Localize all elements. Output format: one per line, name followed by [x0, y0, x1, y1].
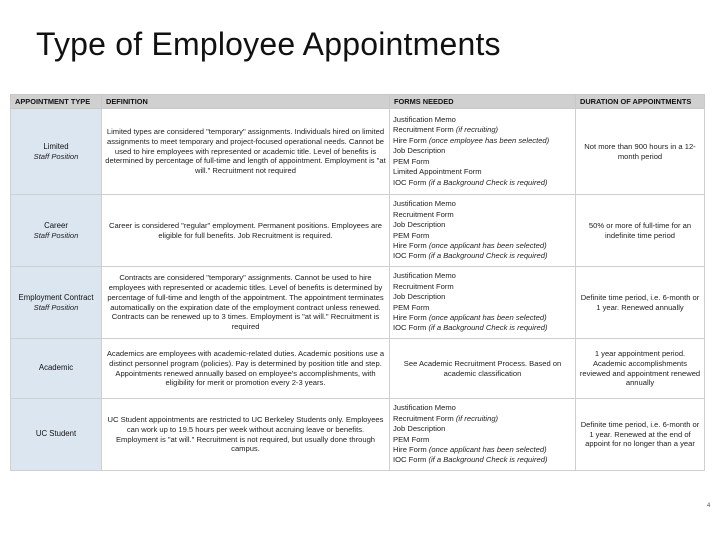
- form-item: PEM Form: [393, 156, 430, 166]
- duration-cell: Not more than 900 hours in a 12-month period: [576, 109, 705, 195]
- type-subtitle: Staff Position: [33, 230, 79, 240]
- form-item: IOC Form (if a Background Check is required): [393, 455, 548, 465]
- duration-cell: 1 year appointment period. Academic accomplishments reviewed and appointment renewed annually: [576, 339, 705, 399]
- type-label: UC Student: [35, 429, 77, 439]
- type-label: Employment Contract: [18, 292, 94, 302]
- form-item: Justification Memo: [393, 199, 456, 209]
- form-item: Hire Form (once applicant has been selected): [393, 444, 547, 454]
- form-item: IOC Form (if a Background Check is required): [393, 323, 548, 333]
- form-item: Hire Form (once applicant has been selected): [393, 240, 547, 250]
- definition-cell: Academics are employees with academic-related duties. Academic positions use a distinct personnel program (policies). Pay is determined by position title and step. Appointments renewed annually based on employee's accomplishments, with eligibility for merit or promotion every 2-3 years.: [102, 339, 390, 399]
- table-row: [11, 109, 705, 195]
- form-item: Job Description: [393, 292, 446, 302]
- type-cell: [11, 195, 102, 267]
- form-item: IOC Form (if a Background Check is required): [393, 251, 548, 261]
- type-cell: [11, 399, 102, 471]
- type-label: Limited: [43, 141, 69, 151]
- header-appointment-type: APPOINTMENT TYPE: [11, 95, 102, 109]
- header-duration: DURATION OF APPOINTMENTS: [576, 95, 705, 109]
- form-item: PEM Form: [393, 230, 430, 240]
- table-row: [11, 339, 705, 399]
- forms-cell: [390, 195, 576, 267]
- duration-cell: Definite time period, i.e. 6-month or 1 year. Renewed annually: [576, 267, 705, 339]
- form-item: Recruitment Form (if recruiting): [393, 125, 499, 135]
- page-number: 4: [707, 503, 711, 509]
- form-item: Job Description: [393, 220, 446, 230]
- form-item: Limited Appointment Form: [393, 167, 482, 177]
- type-subtitle: Staff Position: [33, 151, 79, 161]
- form-item: PEM Form: [393, 302, 430, 312]
- type-label: Academic: [38, 363, 74, 373]
- duration-cell: 50% or more of full-time for an indefinite time period: [576, 195, 705, 267]
- page-title: Type of Employee Appointments: [36, 26, 501, 62]
- form-item: Job Description: [393, 146, 446, 156]
- header-forms-needed: FORMS NEEDED: [390, 95, 576, 109]
- type-subtitle: Staff Position: [33, 302, 79, 312]
- definition-cell: UC Student appointments are restricted to UC Berkeley Students only. Employees can work up to 19.5 hours per week without accruing leave or benefits. Employment is "at will." Recruitment is not required, but usually done through campus.: [102, 399, 390, 471]
- form-item: Justification Memo: [393, 271, 456, 281]
- definition-cell: Career is considered "regular" employment. Permanent positions. Employees are eligible for full benefits. Job Recruitment is required.: [102, 195, 390, 267]
- form-item: Justification Memo: [393, 115, 456, 125]
- forms-cell: [390, 267, 576, 339]
- duration-cell: Definite time period, i.e. 6-month or 1 year. Renewed at the end of appoint for no longer than a year: [576, 399, 705, 471]
- form-item: Justification Memo: [393, 403, 456, 413]
- table-row: [11, 195, 705, 267]
- forms-cell: See Academic Recruitment Process. Based on academic classification: [390, 339, 576, 399]
- form-item: Recruitment Form: [393, 281, 454, 291]
- table-row: [11, 399, 705, 471]
- form-item: PEM Form: [393, 434, 430, 444]
- form-item: Recruitment Form (if recruiting): [393, 413, 499, 423]
- form-item: IOC Form (if a Background Check is required): [393, 177, 548, 187]
- type-cell: [11, 339, 102, 399]
- definition-cell: Contracts are considered "temporary" assignments. Cannot be used to hire employees with represented or academic titles. Level of benefits is determined by percentage of full-time and length of the appointment. The appointment terminates automatically on the expiration date of the employment contract unless renewed. Contracts can be renewed up to 3 times. Employment is "at will." Recruitment is required: [102, 267, 390, 339]
- form-item: Recruitment Form: [393, 209, 454, 219]
- type-cell: [11, 109, 102, 195]
- form-item: Hire Form (once employee has been selected): [393, 135, 550, 145]
- forms-cell: [390, 109, 576, 195]
- header-definition: DEFINITION: [102, 95, 390, 109]
- form-item: Hire Form (once applicant has been selected): [393, 312, 547, 322]
- forms-cell: [390, 399, 576, 471]
- type-label: Career: [44, 220, 68, 230]
- definition-cell: Limited types are considered "temporary" assignments. Individuals hired on limited assignments to meet temporary and project-focused operational needs. Cannot be used to hire employees with represented or academic title. Level of benefits is determined by percentage of full-time and length of appointment. Employment is "at will." Recruitment not required: [102, 109, 390, 195]
- appointments-table: [10, 94, 705, 471]
- table-row: [11, 267, 705, 339]
- table-header-row: [11, 95, 705, 109]
- form-item: Job Description: [393, 424, 446, 434]
- type-cell: [11, 267, 102, 339]
